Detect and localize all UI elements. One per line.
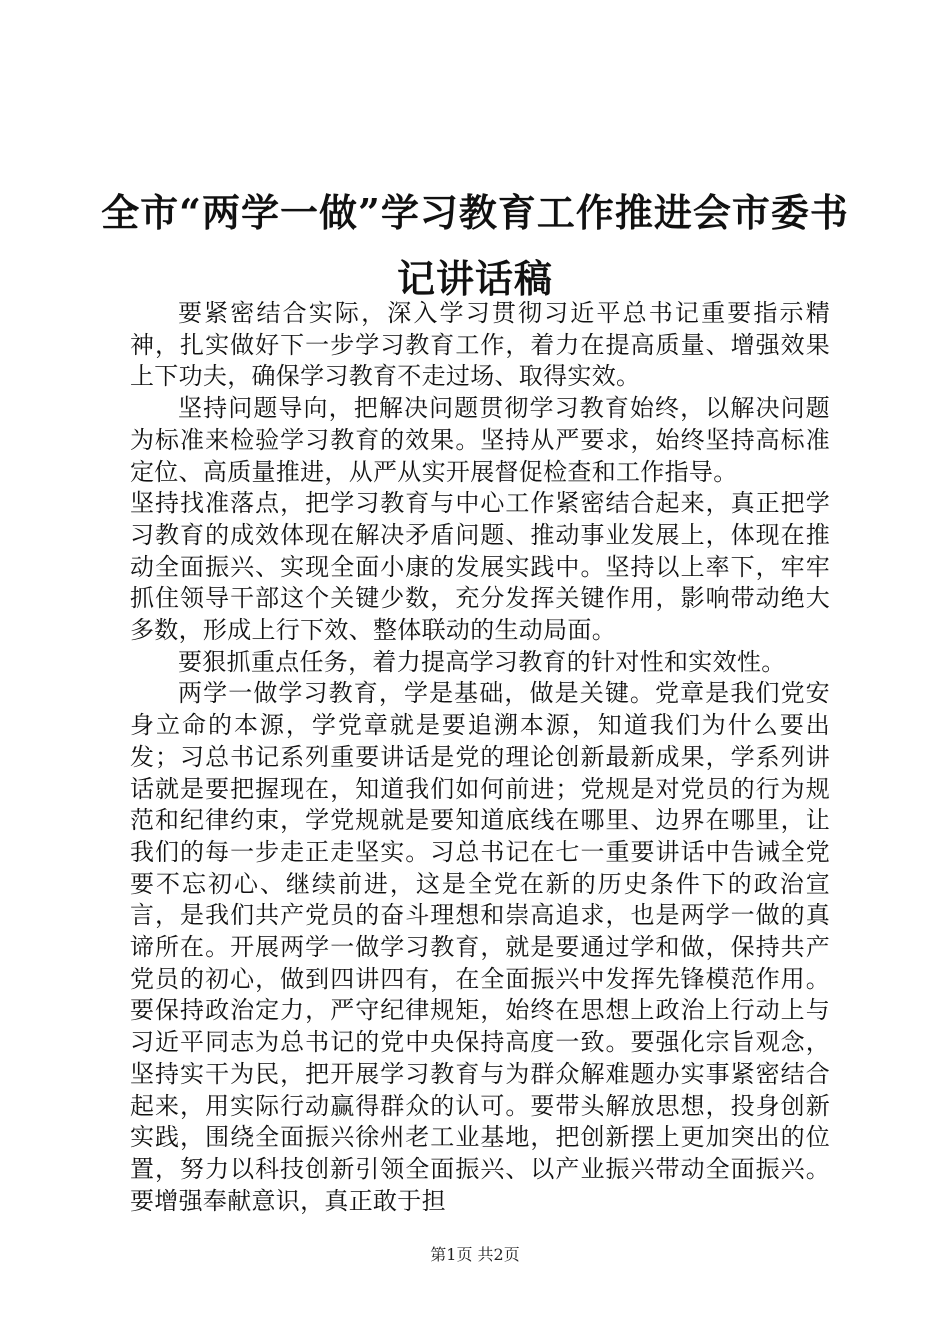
paragraph-2: 坚持问题导向，把解决问题贯彻学习教育始终，以解决问题为标准来检验学习教育的效果。坚持从严要求，始终坚持高标准定位、高质量推进，从严从实开展督促检查和工作指导。 <box>130 394 830 486</box>
title-line-2: 记讲话稿 <box>396 256 553 301</box>
paragraph-4: 要狠抓重点任务，着力提高学习教育的针对性和实效性。 <box>178 647 786 676</box>
page-footer: 第1页 共2页 <box>430 1245 520 1264</box>
title-line-1: 全市“两学一做”学习教育工作推进会市委书 <box>101 190 849 235</box>
paragraph-3: 坚持找准落点，把学习教育与中心工作紧密结合起来，真正把学习教育的成效体现在解决矛盾问题、推动事业发展上，体现在推动全面振兴、实现全面小康的发展实践中。坚持以上率下，牢牢抓住领导干部这个关键少数，充分发挥关键作用，影响带动绝大多数，形成上行下效、整体联动的生动局面。 <box>130 489 830 645</box>
paragraph-5: 两学一做学习教育，学是基础，做是关键。党章是我们党安身立命的本源，学党章就是要追溯本源，知道我们为什么要出发；习总书记系列重要讲话是党的理论创新最新成果，学系列讲话就是要把握现在，知道我们如何前进；党规是对党员的行为规范和纪律约束，学党规就是要知道底线在哪里、边界在哪里，让我们的每一步走正走坚实。习总书记在七一重要讲话中告诫全党要不忘初心、继续前进，这是全党在新的历史条件下的政治宣言，是我们共产党员的奋斗理想和崇高追求，也是两学一做的真谛所在。开展两学一做学习教育，就是要通过学和做，保持共产党员的初心，做到四讲四有，在全面振兴中发挥先锋模范作用。要保持政治定力，严守纪律规矩，始终在思想上政治上行动上与习近平同志为总书记的党中央保持高度一致。要强化宗旨观念，坚持实干为民，把开展学习教育与为群众解难题办实事紧密结合起来，用实际行动赢得群众的认可。要带头解放思想，投身创新实践，围绕全面振兴徐州老工业基地，把创新摆上更加突出的位置，努力以科技创新引领全面振兴、以产业振兴带动全面振兴。要增强奉献意识，真正敢于担 <box>130 679 830 1215</box>
document-body <box>130 298 830 1217</box>
document-title <box>100 180 850 312</box>
paragraph-1: 要紧密结合实际，深入学习贯彻习近平总书记重要指示精神，扎实做好下一步学习教育工作，着力在提高质量、增强效果上下功夫，确保学习教育不走过场、取得实效。 <box>130 299 830 391</box>
